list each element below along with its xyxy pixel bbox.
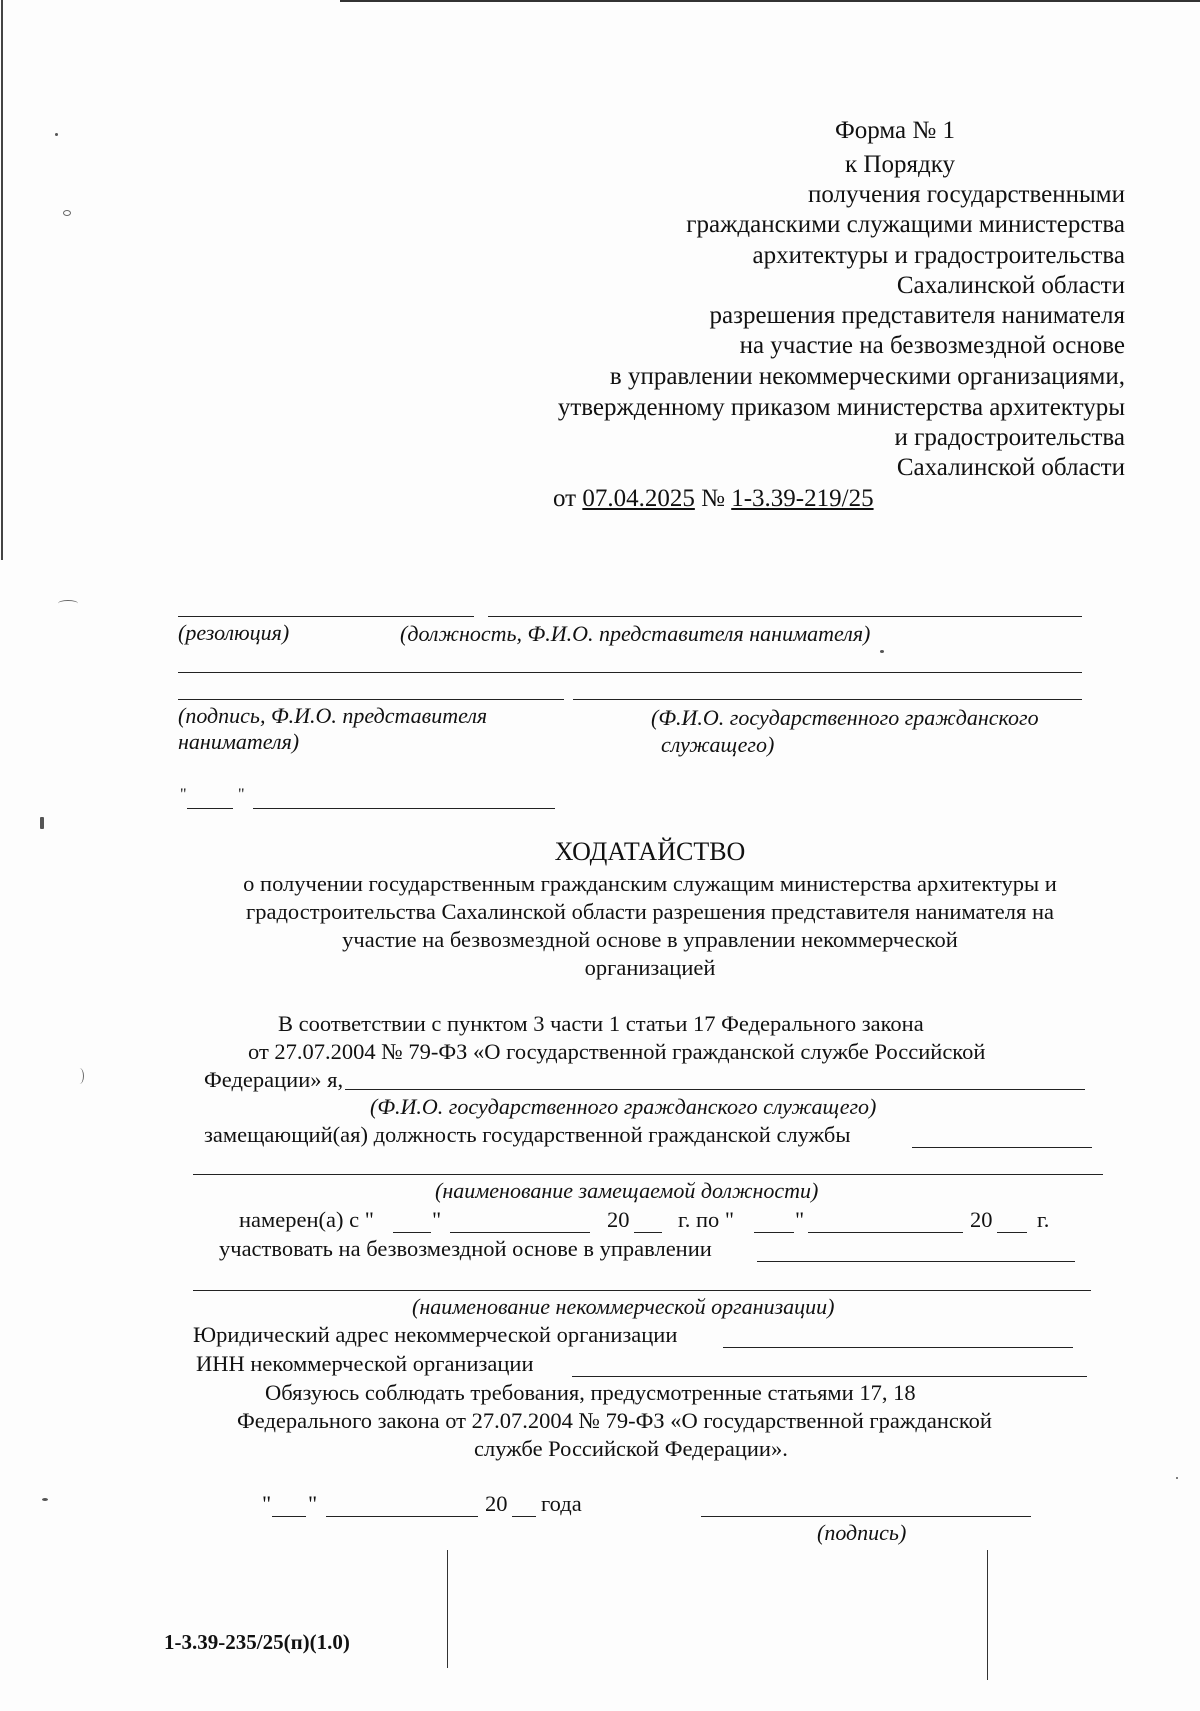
title-subline: организацией: [584, 955, 716, 980]
date-month-line: [253, 808, 555, 809]
header-line: утвержденному приказом министерства архитектуры: [557, 394, 1125, 421]
caption-resolution: (резолюция): [178, 620, 290, 645]
header-line: на участие на безвозмездной основе: [739, 332, 1125, 359]
body-text: участвовать на безвозмездной основе в управлении: [219, 1236, 712, 1261]
body-text: от 27.07.2004 № 79-ФЗ «О государственной гражданской службе Российской: [248, 1039, 986, 1064]
from-month-line: [450, 1232, 590, 1233]
scan-speck: [1176, 1477, 1178, 1479]
scan-speck: [55, 133, 58, 136]
order-reference: [553, 482, 874, 515]
order-number: 1-3.39-219/25: [731, 485, 874, 512]
caption-position-name: (наименование замещаемой должности): [435, 1178, 819, 1203]
title-subline: участие на безвозмездной основе в управлении некоммерческой: [342, 927, 958, 952]
from-day-line: [393, 1232, 431, 1233]
signature-line: [178, 699, 564, 700]
body-text: Обязуюсь соблюдать требования, предусмотренные статьями 17, 18: [265, 1380, 916, 1405]
quote: ": [432, 1207, 442, 1232]
caption-position: (должность, Ф.И.О. представителя нанимателя): [400, 621, 871, 646]
order-date: 07.04.2025: [582, 485, 695, 512]
date-quote-close: ": [238, 786, 245, 803]
resolution-line: [178, 616, 474, 617]
org-field-line-2: [193, 1290, 1091, 1291]
header-line: к Порядку: [845, 151, 955, 178]
caption-fio: (Ф.И.О. государственного гражданского служащего): [370, 1094, 877, 1119]
header-line: Сахалинской области: [896, 272, 1125, 299]
sign-month-line: [326, 1516, 478, 1517]
body-text: ИНН некоммерческой организации: [196, 1351, 534, 1376]
position-line: [488, 616, 1082, 617]
header-line: в управлении некоммерческими организациями,: [609, 363, 1125, 390]
fio-field-line: [345, 1089, 1085, 1090]
to-year-line: [997, 1232, 1027, 1233]
scan-speck: [75, 1068, 84, 1084]
document-code: 1-3.39-235/25(п)(1.0): [164, 1630, 350, 1654]
to-day-line: [754, 1232, 794, 1233]
scan-top-edge: [340, 0, 1200, 2]
date-quote-open: ": [180, 786, 187, 803]
year-suffix: г.: [1037, 1207, 1050, 1232]
body-text: В соответствии с пунктом 3 части 1 статьи 17 Федерального закона: [278, 1011, 924, 1036]
scan-speck: [40, 817, 44, 829]
year-prefix: 20: [485, 1491, 508, 1516]
quote: ": [262, 1491, 272, 1516]
intend-prefix: намерен(а) с ": [239, 1207, 374, 1232]
header-line: гражданскими служащими министерства: [686, 211, 1125, 238]
body-text: Юридический адрес некоммерческой организации: [193, 1322, 678, 1347]
body-text: замещающий(ая) должность государственной гражданской службы: [204, 1122, 851, 1147]
header-line: Форма № 1: [835, 117, 955, 144]
position-field-line-2: [193, 1174, 1103, 1175]
caption-org: (наименование некоммерческой организации): [412, 1294, 835, 1319]
sign-day-line: [272, 1516, 306, 1517]
title-subline: о получении государственным гражданским служащим министерства архитектуры и: [243, 871, 1057, 896]
to-month-line: [808, 1232, 963, 1233]
scan-margin-line: [987, 1550, 988, 1680]
sign-year-line: [512, 1516, 536, 1517]
order-number-sign: №: [701, 485, 725, 512]
scan-speck: [63, 210, 71, 216]
caption-signature-2: нанимателя): [178, 729, 300, 754]
title-subline: градостроительства Сахалинской области разрешения представителя нанимателя на: [246, 899, 1054, 924]
heading: ХОДАТАЙСТВО: [554, 837, 746, 866]
position-line-2: [178, 672, 1082, 673]
scan-speck: [880, 650, 884, 653]
body-text: службе Российской Федерации».: [474, 1436, 788, 1461]
header-line: Сахалинской области: [896, 454, 1125, 481]
body-text: Федерального закона от 27.07.2004 № 79-ФЗ «О государственной гражданской: [237, 1408, 992, 1433]
scan-speck: [58, 600, 78, 607]
header-line: разрешения представителя нанимателя: [709, 302, 1125, 329]
scan-speck: [42, 1498, 48, 1501]
position-field-line: [912, 1147, 1092, 1148]
to-label: г. по ": [678, 1207, 735, 1232]
org-field-line: [757, 1261, 1075, 1262]
signature-field-line: [701, 1516, 1031, 1517]
caption-signature-final: (подпись): [817, 1520, 907, 1545]
scan-margin-line: [447, 1550, 448, 1668]
quote: ": [795, 1207, 805, 1232]
caption-signature: (подпись, Ф.И.О. представителя: [178, 703, 488, 728]
header-line: архитектуры и градостроительства: [752, 242, 1125, 269]
servant-name-line: [573, 699, 1082, 700]
year-word: года: [541, 1491, 582, 1516]
caption-servant-2: служащего): [661, 732, 775, 757]
year-prefix: 20: [607, 1207, 630, 1232]
header-line: и градостроительства: [894, 424, 1125, 451]
date-day-line: [187, 808, 233, 809]
header-line: получения государственными: [808, 181, 1125, 208]
year-prefix-2: 20: [970, 1207, 993, 1232]
caption-servant: (Ф.И.О. государственного гражданского: [651, 705, 1039, 730]
body-text: Федерации» я,: [204, 1067, 344, 1092]
quote: ": [308, 1491, 318, 1516]
order-prefix: от: [553, 485, 577, 512]
from-year-line: [634, 1232, 662, 1233]
address-field-line: [723, 1347, 1073, 1348]
scan-left-edge: [1, 0, 3, 560]
inn-field-line: [572, 1376, 1087, 1377]
